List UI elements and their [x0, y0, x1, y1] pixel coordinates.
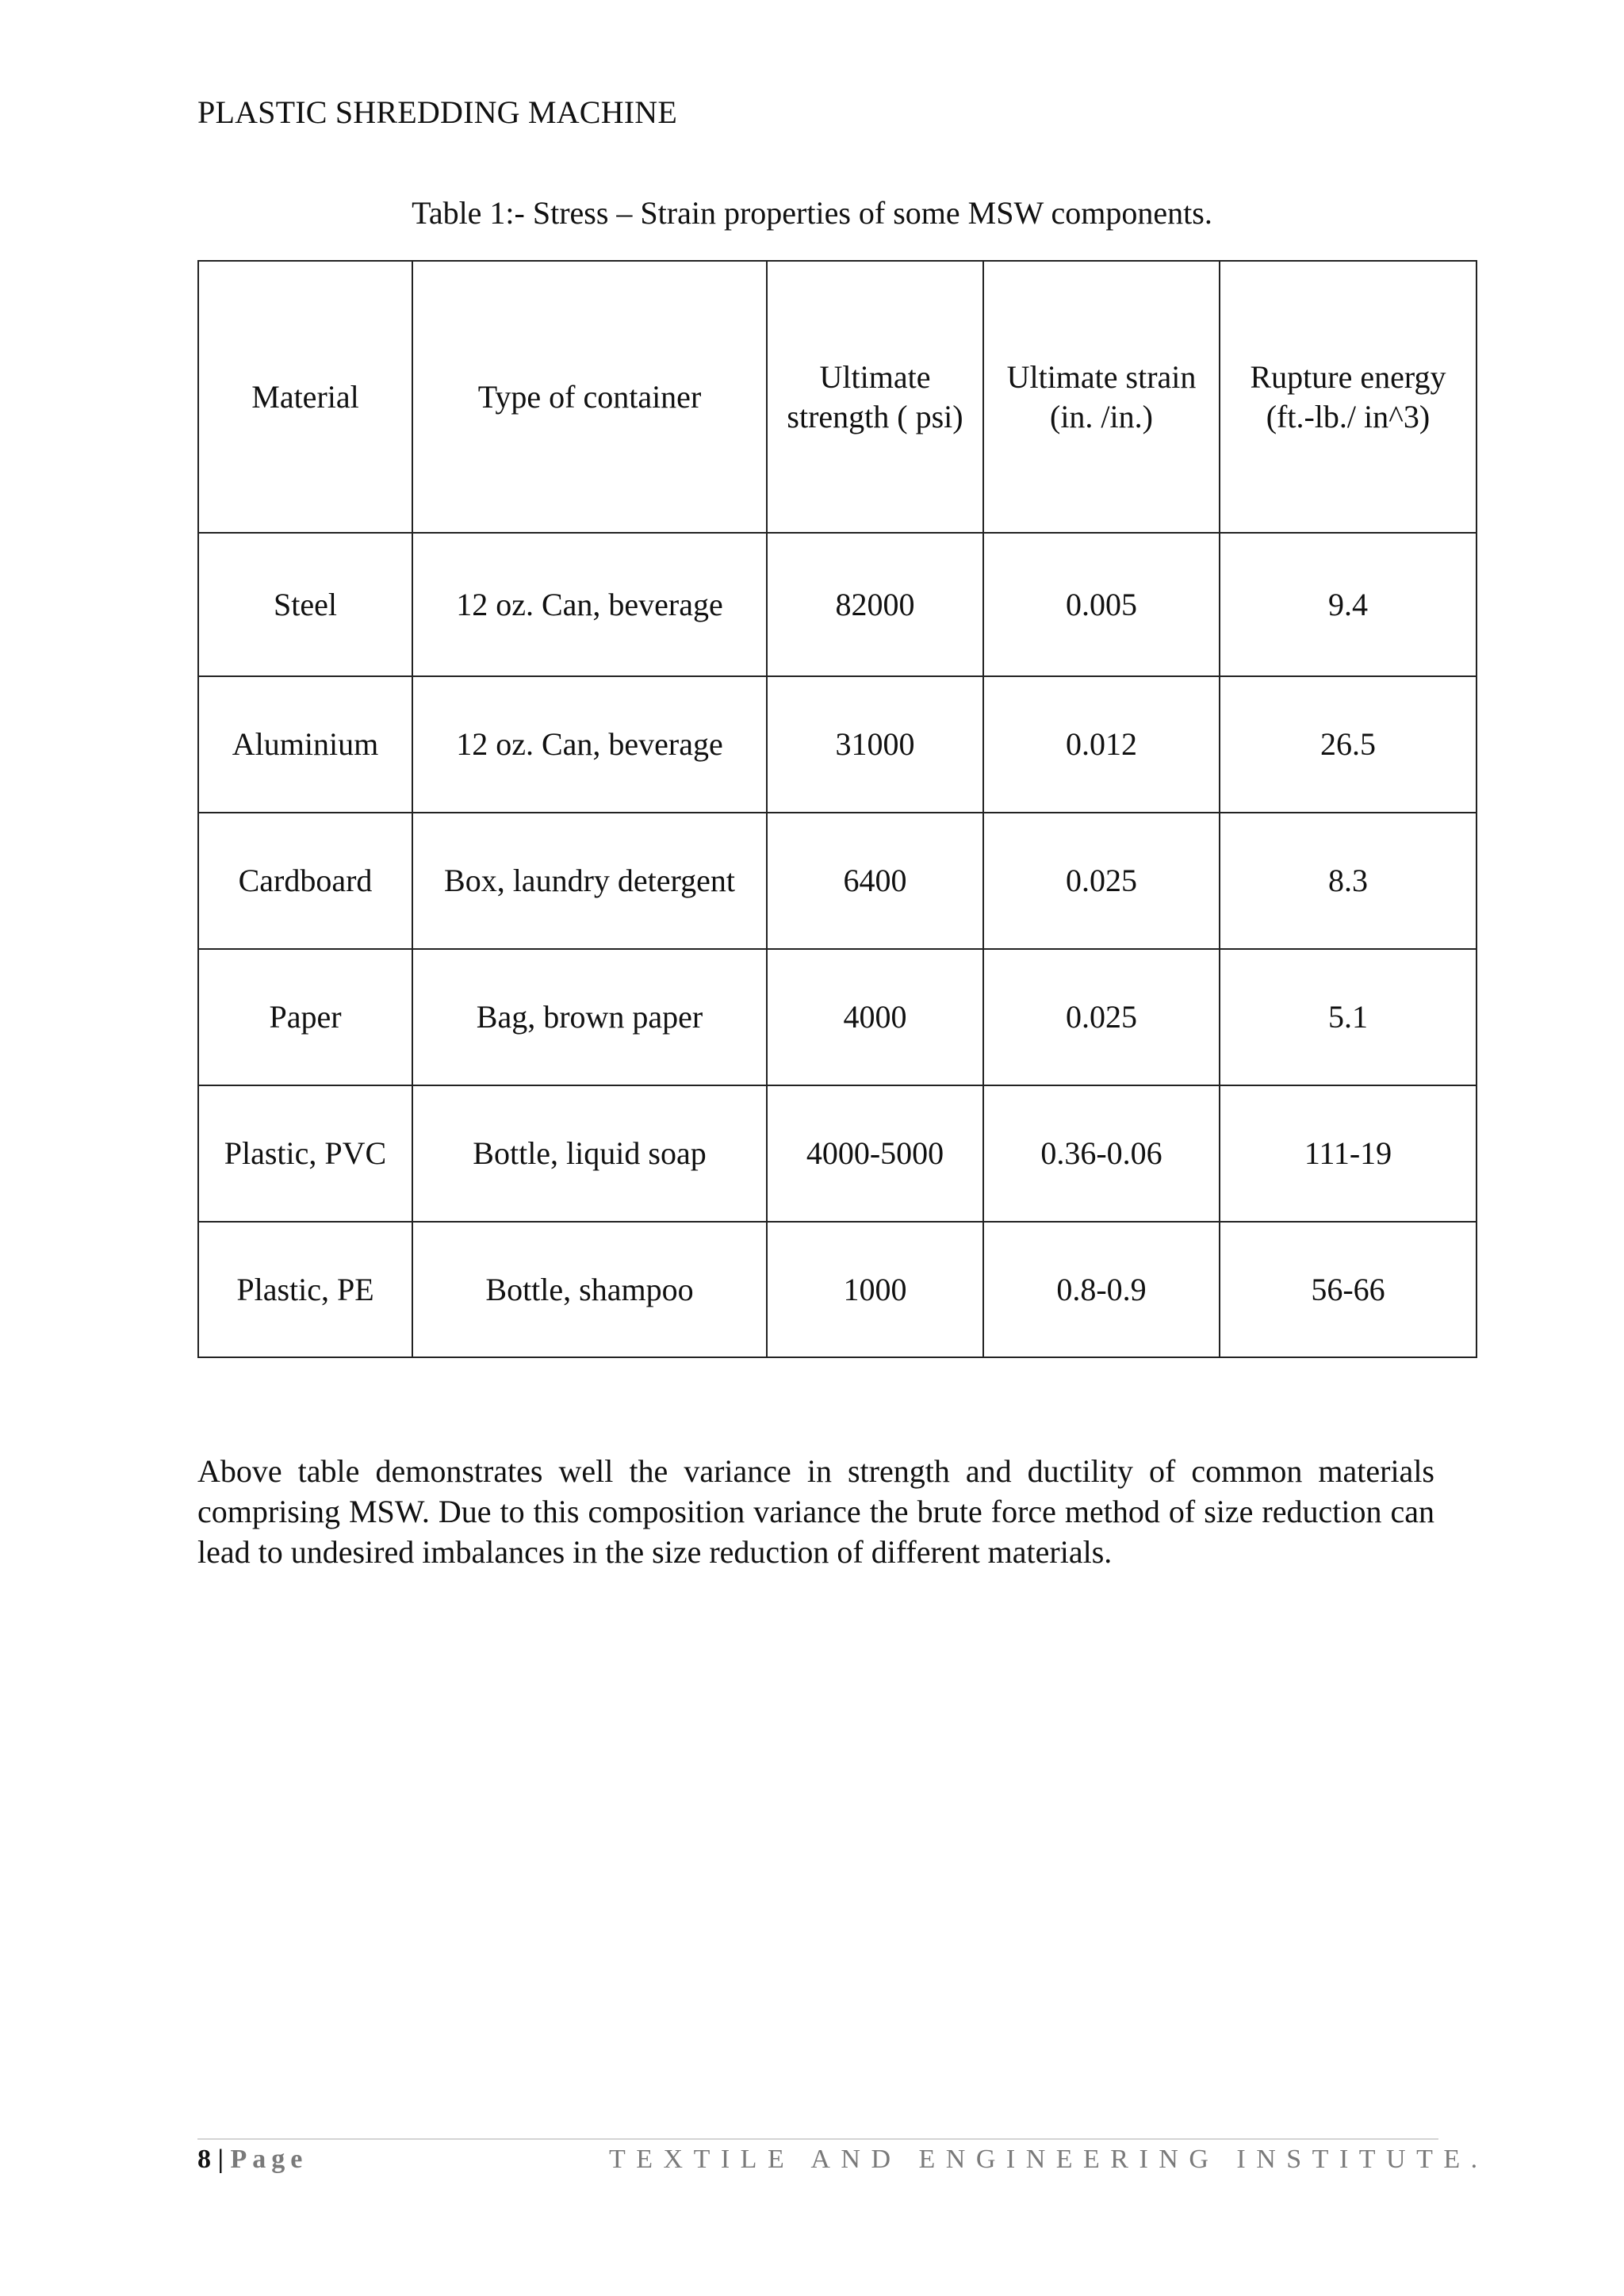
page-word: Page: [230, 2145, 308, 2174]
table-header-row: [198, 261, 1477, 533]
page-separator: |: [217, 2145, 224, 2174]
cell-material: Cardboard: [198, 813, 412, 949]
cell-material: Paper: [198, 949, 412, 1085]
column-header-line: strength ( psi): [787, 398, 963, 434]
table-row: [198, 1085, 1477, 1222]
cell-ultimate-strength: 6400: [767, 813, 983, 949]
cell-ultimate-strain: 0.36-0.06: [983, 1085, 1220, 1222]
cell-ultimate-strain: 0.005: [983, 533, 1220, 676]
cell-ultimate-strength: 82000: [767, 533, 983, 676]
cell-ultimate-strength: 31000: [767, 676, 983, 813]
cell-ultimate-strain: 0.8-0.9: [983, 1222, 1220, 1357]
column-header-line: Type of container: [477, 378, 702, 415]
column-header-line: Ultimate: [819, 359, 931, 396]
cell-rupture-energy: 5.1: [1220, 949, 1477, 1085]
column-header-line: (ft.-lb./ in^3): [1266, 398, 1431, 434]
cell-material: Plastic, PE: [198, 1222, 412, 1357]
cell-material: Plastic, PVC: [198, 1085, 412, 1222]
cell-container-type: Box, laundry detergent: [412, 813, 767, 949]
footer-divider: [197, 2138, 1438, 2140]
cell-container-type: Bag, brown paper: [412, 949, 767, 1085]
cell-material: Steel: [198, 533, 412, 676]
cell-container-type: Bottle, liquid soap: [412, 1085, 767, 1222]
column-header-container-type: [412, 261, 767, 533]
page-header-title: PLASTIC SHREDDING MACHINE: [197, 94, 678, 130]
cell-ultimate-strength: 4000-5000: [767, 1085, 983, 1222]
cell-material: Aluminium: [198, 676, 412, 813]
cell-ultimate-strain: 0.025: [983, 813, 1220, 949]
column-header-line: Ultimate strain: [1006, 359, 1197, 396]
properties-table: [197, 260, 1477, 1358]
cell-ultimate-strain: 0.012: [983, 676, 1220, 813]
footer-page-label: [197, 2145, 308, 2175]
column-header-material: [198, 261, 412, 533]
cell-rupture-energy: 8.3: [1220, 813, 1477, 949]
page-number: 8: [197, 2145, 211, 2174]
column-header-ultimate-strain: [983, 261, 1220, 533]
cell-rupture-energy: 9.4: [1220, 533, 1477, 676]
column-header-line: Material: [251, 378, 359, 415]
column-header-line: Rupture energy: [1250, 359, 1446, 396]
table-row: [198, 813, 1477, 949]
cell-rupture-energy: 56-66: [1220, 1222, 1477, 1357]
cell-ultimate-strain: 0.025: [983, 949, 1220, 1085]
cell-rupture-energy: 26.5: [1220, 676, 1477, 813]
body-paragraph: Above table demonstrates well the variance in strength and ductility of common materials comprising MSW. Due to this composition variance the brute force method of size reduction can lead to undesired imbalances in the size reduction of different materials.: [197, 1453, 1434, 1570]
table-row: [198, 533, 1477, 676]
footer-institute-name: TEXTILE AND ENGINEERING INSTITUTE.: [609, 2145, 1488, 2174]
column-header-line: (in. /in.): [1050, 398, 1153, 434]
table-row: [198, 1222, 1477, 1357]
cell-ultimate-strength: 4000: [767, 949, 983, 1085]
table-caption: Table 1:- Stress – Strain properties of some MSW components.: [412, 195, 1212, 231]
table-row: [198, 949, 1477, 1085]
cell-container-type: Bottle, shampoo: [412, 1222, 767, 1357]
cell-container-type: 12 oz. Can, beverage: [412, 676, 767, 813]
cell-rupture-energy: 111-19: [1220, 1085, 1477, 1222]
column-header-rupture-energy: [1220, 261, 1477, 533]
column-header-ultimate-strength: [767, 261, 983, 533]
cell-container-type: 12 oz. Can, beverage: [412, 533, 767, 676]
table-row: [198, 676, 1477, 813]
cell-ultimate-strength: 1000: [767, 1222, 983, 1357]
